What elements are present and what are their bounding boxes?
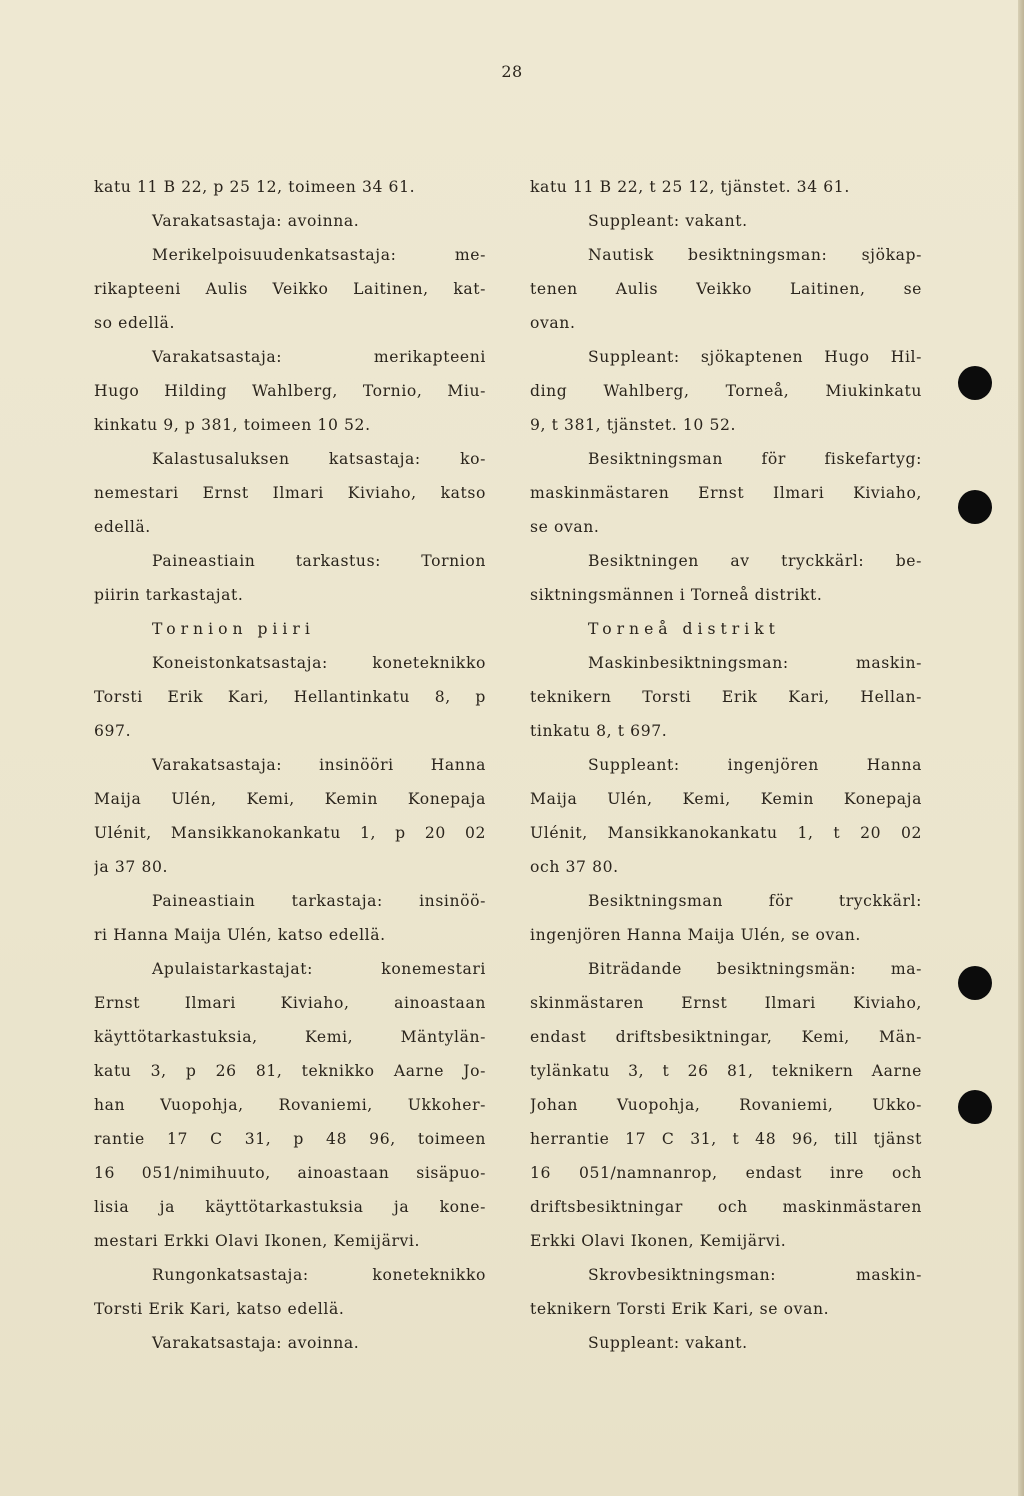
text-line: Kalastusaluksen katsastaja: ko- xyxy=(152,450,486,468)
text-line: Torsti Erik Kari, katso edellä. xyxy=(94,1300,345,1318)
text-line: herrantie 17 C 31, t 48 96, till tjänst xyxy=(530,1130,922,1148)
text-line: Ulénit, Mansikkanokankatu 1, t 20 02 xyxy=(530,824,922,842)
text-line: katu 11 B 22, t 25 12, tjänstet. 34 61. xyxy=(530,178,850,196)
text-line: 16 051/namnanrop, endast inre och xyxy=(530,1164,922,1182)
text-line: Varakatsastaja: avoinna. xyxy=(152,1334,360,1352)
text-line: Varakatsastaja: merikapteeni xyxy=(152,348,486,366)
text-line: Merikelpoisuudenkatsastaja: me- xyxy=(152,246,486,264)
text-line: Besiktningsman för tryckkärl: xyxy=(588,892,922,910)
text-line: Biträdande besiktningsmän: ma- xyxy=(588,960,922,978)
text-line: Besiktningsman för fiskefartyg: xyxy=(588,450,922,468)
text-line: ding Wahlberg, Torneå, Miukinkatu xyxy=(530,382,922,400)
binder-hole xyxy=(958,1090,992,1124)
text-line: edellä. xyxy=(94,518,151,536)
text-line: lisia ja käyttötarkastuksia ja kone- xyxy=(94,1198,486,1216)
text-line: Besiktningen av tryckkärl: be- xyxy=(588,552,922,570)
binder-hole xyxy=(958,966,992,1000)
text-line: ingenjören Hanna Maija Ulén, se ovan. xyxy=(530,926,861,944)
page-edge xyxy=(1018,0,1024,1496)
text-line: 16 051/nimihuuto, ainoastaan sisäpuo- xyxy=(94,1164,486,1182)
text-line: nemestari Ernst Ilmari Kiviaho, katso xyxy=(94,484,486,502)
text-line: tinkatu 8, t 697. xyxy=(530,722,668,740)
text-line: teknikern Torsti Erik Kari, se ovan. xyxy=(530,1300,830,1318)
text-line: Suppleant: ingenjören Hanna xyxy=(588,756,922,774)
text-line: Maija Ulén, Kemi, Kemin Konepaja xyxy=(94,790,486,808)
text-line: tylänkatu 3, t 26 81, teknikern Aarne xyxy=(530,1062,922,1080)
text-line: katu 3, p 26 81, teknikko Aarne Jo- xyxy=(94,1062,486,1080)
text-line: ri Hanna Maija Ulén, katso edellä. xyxy=(94,926,386,944)
text-line: Suppleant: vakant. xyxy=(588,212,748,230)
text-line: skinmästaren Ernst Ilmari Kiviaho, xyxy=(530,994,922,1012)
text-line: Apulaistarkastajat: konemestari xyxy=(152,960,486,978)
text-line: Maija Ulén, Kemi, Kemin Konepaja xyxy=(530,790,922,808)
text-line: Erkki Olavi Ikonen, Kemijärvi. xyxy=(530,1232,787,1250)
text-line: teknikern Torsti Erik Kari, Hellan- xyxy=(530,688,922,706)
binder-hole xyxy=(958,490,992,524)
text-line: Rungonkatsastaja: koneteknikko xyxy=(152,1266,486,1284)
left-column-finnish xyxy=(94,170,486,1360)
text-line: Suppleant: vakant. xyxy=(588,1334,748,1352)
text-line: Torsti Erik Kari, Hellantinkatu 8, p xyxy=(94,688,486,706)
text-line: se ovan. xyxy=(530,518,600,536)
text-line: Ernst Ilmari Kiviaho, ainoastaan xyxy=(94,994,486,1012)
text-line: Suppleant: sjökaptenen Hugo Hil- xyxy=(588,348,922,366)
text-line: käyttötarkastuksia, Kemi, Mäntylän- xyxy=(94,1028,486,1046)
text-line: siktningsmännen i Torneå distrikt. xyxy=(530,586,823,604)
text-line: katu 11 B 22, p 25 12, toimeen 34 61. xyxy=(94,178,416,196)
text-line: ovan. xyxy=(530,314,576,332)
text-line: mestari Erkki Olavi Ikonen, Kemijärvi. xyxy=(94,1232,421,1250)
text-line: han Vuopohja, Rovaniemi, Ukkoher- xyxy=(94,1096,486,1114)
text-line: endast driftsbesiktningar, Kemi, Män- xyxy=(530,1028,922,1046)
text-line: Hugo Hilding Wahlberg, Tornio, Miu- xyxy=(94,382,486,400)
text-line: Skrovbesiktningsman: maskin- xyxy=(588,1266,922,1284)
text-line: Varakatsastaja: avoinna. xyxy=(152,212,360,230)
text-line: piirin tarkastajat. xyxy=(94,586,244,604)
text-line: kinkatu 9, p 381, toimeen 10 52. xyxy=(94,416,371,434)
text-line: Koneistonkatsastaja: koneteknikko xyxy=(152,654,486,672)
text-line: Maskinbesiktningsman: maskin- xyxy=(588,654,922,672)
binder-hole xyxy=(958,366,992,400)
section-heading: Torneå distrikt xyxy=(588,620,780,638)
text-line: Paineastiain tarkastus: Tornion xyxy=(152,552,486,570)
text-line: Nautisk besiktningsman: sjökap- xyxy=(588,246,922,264)
text-line: Varakatsastaja: insinööri Hanna xyxy=(152,756,486,774)
text-line: tenen Aulis Veikko Laitinen, se xyxy=(530,280,922,298)
text-line: rantie 17 C 31, p 48 96, toimeen xyxy=(94,1130,486,1148)
text-line: 697. xyxy=(94,722,132,740)
section-heading: Tornion piiri xyxy=(152,620,315,638)
text-line: Paineastiain tarkastaja: insinöö- xyxy=(152,892,486,910)
text-line: maskinmästaren Ernst Ilmari Kiviaho, xyxy=(530,484,922,502)
text-line: Johan Vuopohja, Rovaniemi, Ukko- xyxy=(530,1096,922,1114)
text-line: och 37 80. xyxy=(530,858,619,876)
right-column-swedish xyxy=(530,170,922,1360)
text-line: 9, t 381, tjänstet. 10 52. xyxy=(530,416,737,434)
text-line: ja 37 80. xyxy=(94,858,169,876)
text-line: driftsbesiktningar och maskinmästaren xyxy=(530,1198,922,1216)
text-line: rikapteeni Aulis Veikko Laitinen, kat- xyxy=(94,280,486,298)
text-line: Ulénit, Mansikkanokankatu 1, p 20 02 xyxy=(94,824,486,842)
page-number: 28 xyxy=(501,62,523,81)
text-line: so edellä. xyxy=(94,314,176,332)
